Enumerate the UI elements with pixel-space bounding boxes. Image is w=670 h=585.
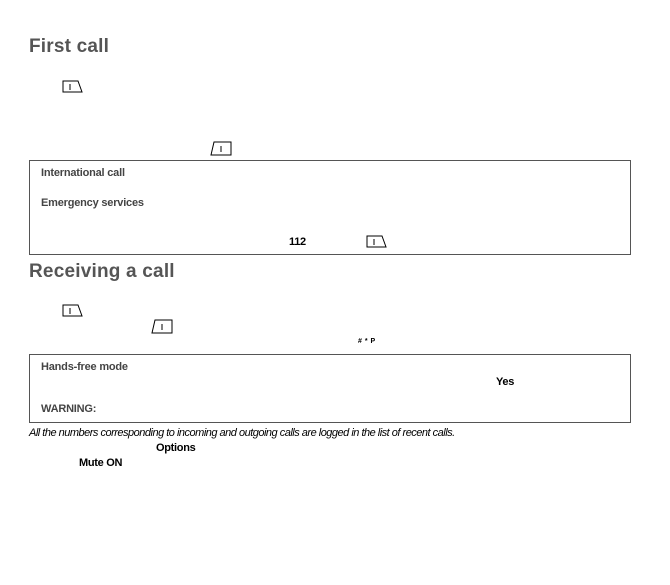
mute-on-label: Mute ON bbox=[79, 457, 123, 469]
call-key-icon bbox=[62, 80, 84, 94]
pickup-key-icon bbox=[150, 319, 174, 335]
call-key-icon bbox=[62, 304, 84, 318]
yes-option: Yes bbox=[496, 376, 515, 388]
first-call-heading: First call bbox=[29, 36, 110, 57]
key-symbols: # * P bbox=[358, 338, 376, 345]
handsfree-mode-label: Hands-free mode bbox=[41, 361, 128, 373]
options-label: Options bbox=[156, 442, 196, 454]
international-call-label: International call bbox=[41, 167, 125, 179]
warning-label: WARNING: bbox=[41, 403, 97, 415]
recent-calls-note: All the numbers corresponding to incoming and outgoing calls are logged in the list of recent calls. bbox=[29, 427, 455, 439]
international-emergency-box bbox=[29, 160, 631, 255]
receiving-call-heading: Receiving a call bbox=[29, 261, 175, 282]
pickup-key-icon bbox=[209, 141, 233, 157]
emergency-services-label: Emergency services bbox=[41, 197, 144, 209]
call-key-icon bbox=[366, 235, 388, 249]
emergency-number: 112 bbox=[289, 236, 306, 248]
handsfree-warning-box bbox=[29, 354, 631, 423]
